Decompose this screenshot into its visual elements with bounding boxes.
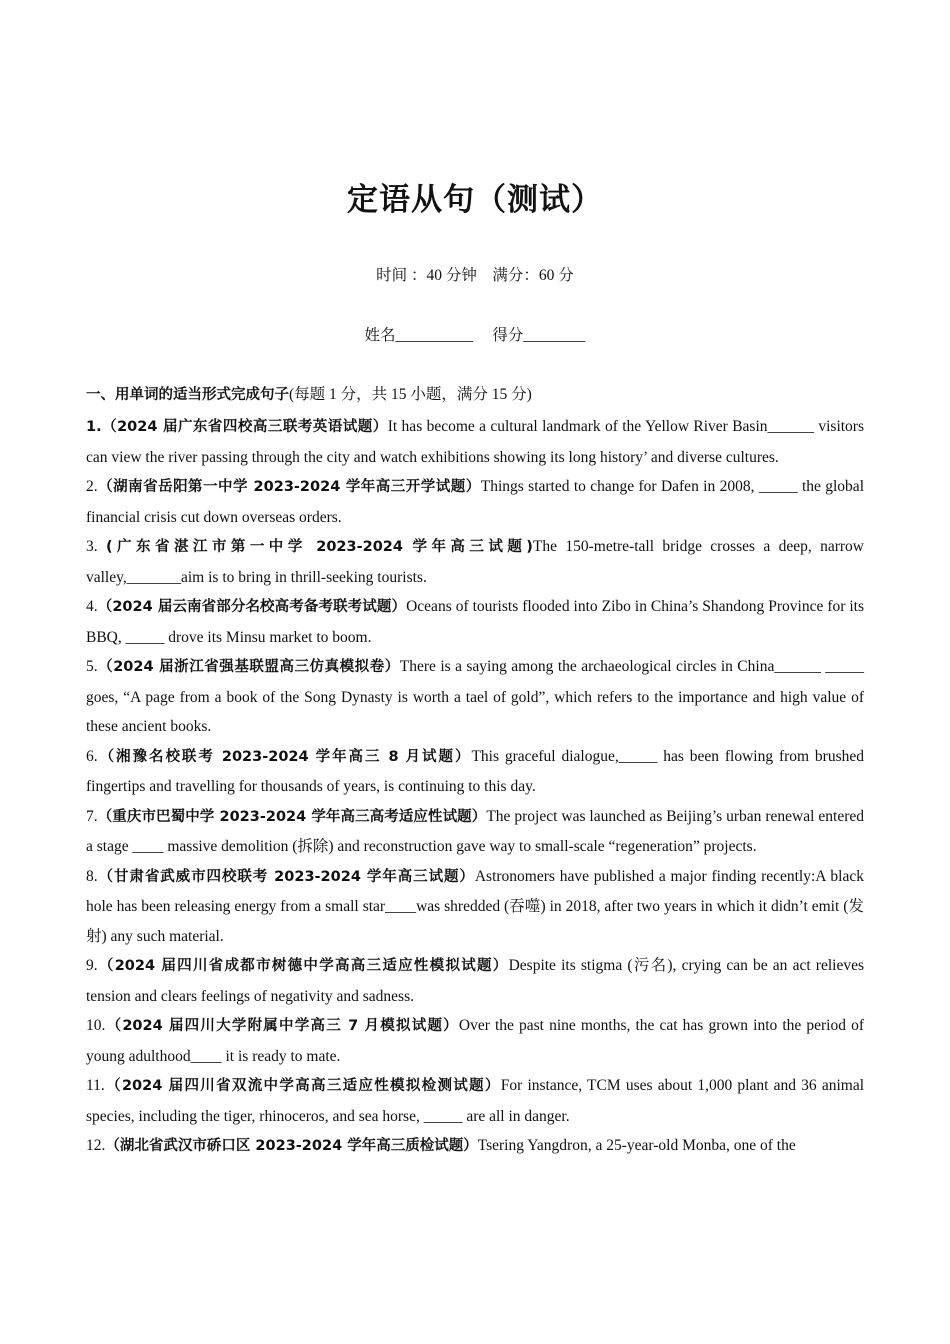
question-source: （重庆市巴蜀中学 2023-2024 学年高三高考适应性试题） (97, 808, 487, 825)
question-number: 9. (86, 957, 98, 974)
question-source: （2024 届广东省四校高三联考英语试题） (101, 419, 388, 435)
question-text: Despite its stigma (污名), crying can be an act relieves tension and clears feelings of negativity and sadness. (86, 957, 865, 1005)
question-number: 4. (86, 598, 98, 615)
question-text: For instance, TCM uses about 1,000 plant and 36 animal species, including the tiger, rhinoceros, and sea horse, _____ are all in danger. (86, 1077, 865, 1125)
question-source: （湘豫名校联考 2023-2024 学年高三 8 月试题） (97, 748, 472, 765)
question-10 (86, 1011, 864, 1071)
question-number: 6. (86, 747, 98, 765)
question-source: (广东省湛江市第一中学 2023-2024 学年高三试题) (105, 539, 533, 555)
question-text: The 150-metre-tall bridge crosses a deep, narrow valley,_______aim is to bring in thrill-seeking tourists. (86, 538, 864, 586)
question-8 (86, 862, 864, 952)
question-number: 7. (86, 807, 98, 825)
question-number: 2. (86, 478, 98, 495)
section-heading-title: 一、用单词的适当形式完成句子 (86, 387, 289, 403)
name-score-line (86, 323, 864, 345)
question-text: Over the past nine months, the cat has grown into the period of young adulthood____ it is ready to mate. (86, 1017, 864, 1065)
question-12 (86, 1131, 864, 1162)
section-heading (86, 382, 864, 408)
question-source: （湖南省岳阳第一中学 2023-2024 学年高三开学试题） (97, 479, 481, 495)
question-source: （2024 届四川省双流中学高高三适应性模拟检测试题） (104, 1078, 501, 1094)
exam-time-text: 时间 ：40 分钟 满分：60 分 (376, 267, 574, 284)
question-4 (86, 592, 864, 652)
question-6 (86, 742, 864, 802)
question-text: Astronomers have published a major finding recently:A black hole has been releasing energy from a small star____was shredded (吞噬) in 2018, after two years in which it didn’t emit (发射) any such material. (86, 867, 864, 945)
question-source: （2024 届浙江省强基联盟高三仿真模拟卷） (97, 659, 400, 675)
question-number: 8. (86, 867, 98, 885)
question-5 (86, 652, 864, 742)
name-score-text: 姓名__________ 得分________ (364, 327, 586, 344)
question-text: Things started to change for Dafen in 2008, _____ the global financial crisis cut down overseas orders. (86, 478, 864, 526)
question-source: （甘肃省武威市四校联考 2023-2024 学年高三试题） (97, 868, 475, 885)
question-11 (86, 1071, 864, 1131)
question-number: 1. (86, 419, 102, 435)
question-source: （2024 届四川省成都市树德中学高高三适应性模拟试题） (97, 958, 509, 974)
exam-time-score (86, 263, 864, 285)
question-text: It has become a cultural landmark of the Yellow River Basin______ visitors can view the river passing through the city and watch exhibitions showing its long history’ and diverse cultures. (86, 418, 864, 466)
question-number: 11. (86, 1077, 105, 1094)
question-text: There is a saying among the archaeological circles in China______ _____ goes, “A page from a book of the Song Dynasty is worth a tael of gold”, which refers to the importance and high value of these ancient books. (86, 658, 864, 735)
question-7 (86, 802, 864, 862)
question-number: 3. (86, 538, 98, 555)
question-number: 10. (86, 1017, 106, 1034)
question-text: Tsering Yangdron, a 25-year-old Monba, one of the (477, 1137, 796, 1154)
question-text: Oceans of tourists flooded into Zibo in China’s Shandong Province for its BBQ, _____ drove its Minsu market to boom. (86, 598, 865, 646)
question-number: 5. (86, 658, 98, 675)
question-9 (86, 951, 864, 1011)
question-source: （湖北省武汉市硚口区 2023-2024 学年高三质检试题） (105, 1138, 478, 1154)
question-number: 12. (86, 1137, 106, 1154)
question-1 (86, 412, 864, 472)
section-heading-note: (每题 1 分，共 15 小题，满分 15 分) (289, 386, 532, 403)
question-text: The project was launched as Beijing’s urban renewal entered a stage ____ massive demolition (拆除) and reconstruction gave way to small-scale “regeneration” projects. (86, 807, 864, 855)
question-source: （2024 届云南省部分名校高考备考联考试题） (97, 599, 407, 615)
question-source: （2024 届四川大学附属中学高三 7 月模拟试题） (105, 1018, 459, 1034)
question-text: This graceful dialogue,_____ has been flowing from brushed fingertips and travelling for thousands of years, is continuing to this day. (86, 747, 864, 795)
page-title: 定语从句（测试） (347, 182, 603, 218)
question-2 (86, 472, 864, 532)
question-3 (86, 532, 864, 592)
section-fill-in (86, 382, 864, 1162)
